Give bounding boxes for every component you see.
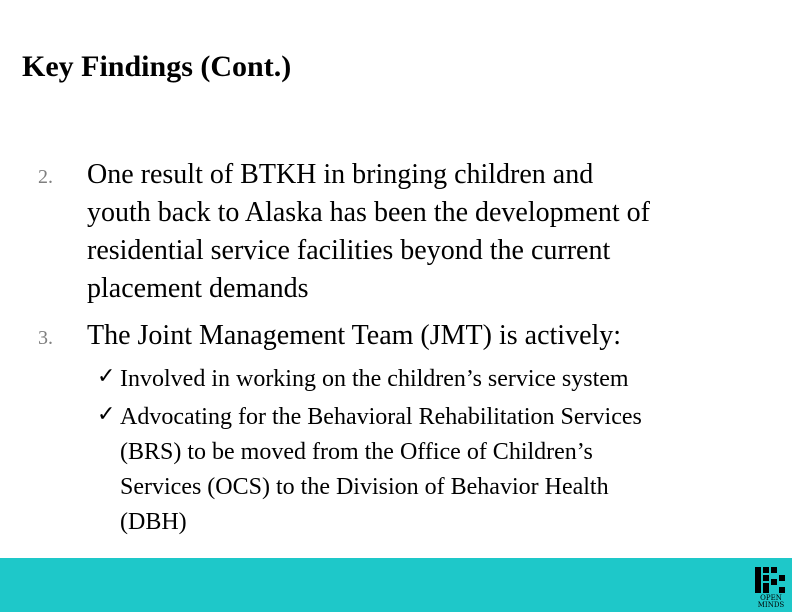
slide-title: Key Findings (Cont.) bbox=[22, 50, 292, 83]
checkmark-icon: ✓ bbox=[97, 402, 116, 427]
list-item-text bbox=[87, 156, 650, 308]
text-line: The Joint Management Team (JMT) is actively: bbox=[87, 320, 622, 351]
text-line: youth back to Alaska has been the development of bbox=[87, 197, 650, 228]
text-line: One result of BTKH in bringing children and bbox=[87, 159, 594, 190]
list-number: 2. bbox=[38, 166, 53, 188]
open-minds-logo bbox=[752, 566, 788, 610]
list-item-text bbox=[87, 317, 621, 355]
checkmark-icon: ✓ bbox=[97, 364, 116, 389]
text-line: (DBH) bbox=[120, 509, 187, 535]
logo-grid-icon bbox=[754, 566, 786, 594]
sub-item-text bbox=[120, 362, 629, 397]
text-line: (BRS) to be moved from the Office of Children’s bbox=[120, 439, 593, 465]
text-line: residential service facilities beyond the current bbox=[87, 235, 611, 266]
logo-text-line: MINDS bbox=[757, 601, 785, 609]
text-line: placement demands bbox=[87, 273, 309, 304]
sub-item-text bbox=[120, 400, 642, 540]
logo-text-line: OPEN bbox=[760, 594, 782, 602]
text-line: Involved in working on the children’s service system bbox=[120, 366, 629, 392]
text-line: Services (OCS) to the Division of Behavior Health bbox=[120, 474, 609, 500]
text-line: Advocating for the Behavioral Rehabilitation Services bbox=[120, 404, 642, 430]
list-number: 3. bbox=[38, 327, 53, 349]
footer-band bbox=[0, 558, 792, 612]
